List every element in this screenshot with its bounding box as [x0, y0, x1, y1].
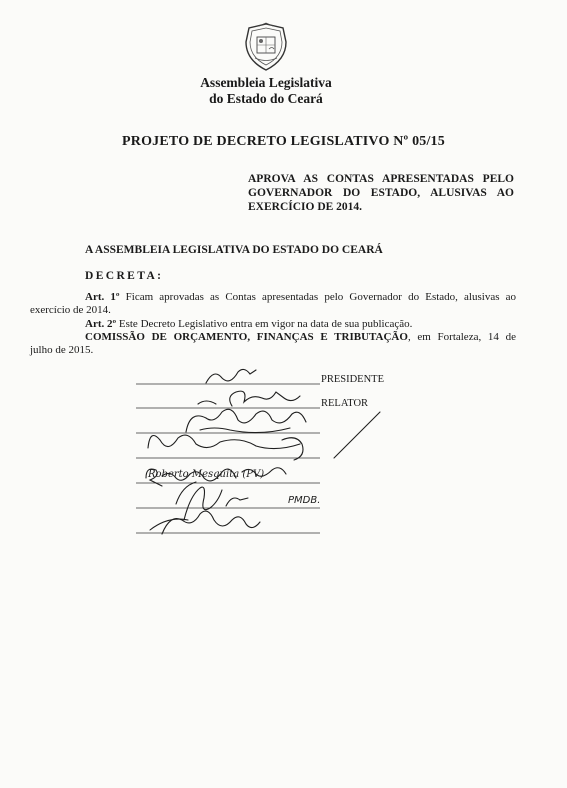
article-1-text: Ficam aprovadas as Contas apresentadas pelo Governador do Estado, alusivas ao exercício de 2014.	[30, 291, 517, 316]
assembly-heading: A ASSEMBLEIA LEGISLATIVA DO ESTADO DO CEARÁ	[85, 244, 383, 256]
article-2-text: Este Decreto Legislativo entra em vigor na data de sua publicação.	[118, 318, 413, 330]
project-title: PROJETO DE DECRETO LEGISLATIVO Nº 05/15	[122, 134, 445, 149]
handwritten-party-pmdb	[287, 489, 347, 509]
signature-lines	[136, 384, 320, 533]
commission-place-date: , em Fortaleza, 14 de	[407, 331, 517, 343]
ementa-line-2: GOVERNADOR DO ESTADO, ALUSIVAS AO	[248, 187, 514, 199]
institution-name-line1: Assembleia Legislativa	[200, 75, 332, 90]
ementa-line-1: APROVA AS CONTAS APRESENTADAS PELO	[248, 173, 514, 185]
svg-text:Roberto Mesquita (PV): Roberto Mesquita (PV)	[148, 469, 265, 480]
article-1-label: Art. 1º	[85, 291, 120, 303]
article-2-label: Art. 2º	[85, 318, 117, 330]
commission-name: COMISSÃO DE ORÇAMENTO, FINANÇAS E TRIBUTAÇÃO	[85, 331, 408, 343]
decreta-heading: DECRETA:	[85, 270, 164, 282]
role-rapporteur: RELATOR	[321, 398, 369, 409]
handwritten-signatures	[146, 369, 380, 534]
institution-name-line2: do Estado do Ceará	[209, 91, 323, 106]
ementa-line-3: EXERCÍCIO DE 2014.	[248, 201, 363, 213]
commission-date-end: julho de 2015.	[30, 344, 94, 356]
svg-text:PMDB.: PMDB.	[288, 495, 321, 506]
role-president: PRESIDENTE	[321, 374, 384, 385]
handwritten-name-roberto-mesquita	[146, 462, 286, 484]
